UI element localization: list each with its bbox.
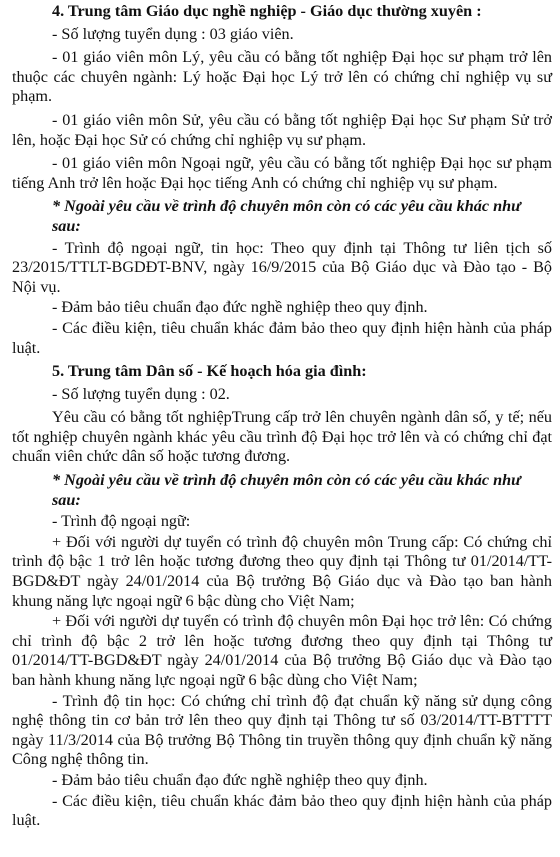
section-4-other-requirements-heading: * Ngoài yêu cầu về trình độ chuyên môn còn có các yêu cầu khác như sau: [52, 197, 521, 235]
section-4-req-ethics: - Đảm bảo tiêu chuẩn đạo đức nghề nghiệp theo quy định. [52, 298, 428, 317]
section-5-quota: - Số lượng tuyển dụng : 02. [52, 384, 230, 403]
section-5-other-requirements-heading: * Ngoài yêu cầu về trình độ chuyên môn còn có các yêu cầu khác như sau: [52, 471, 521, 509]
section-5-req-other: - Các điều kiện, tiêu chuẩn khác đảm bảo theo quy định hiện hành của pháp luật. [12, 791, 552, 830]
section-5-req-ethics: - Đảm bảo tiêu chuẩn đạo đức nghề nghiệp theo quy định. [52, 770, 428, 789]
section-5-requirement: Yêu cầu có bằng tốt nghiệpTrung cấp trở lên chuyên ngành dân số, y tế; nếu tốt nghiệp chuyên ngành khác yêu cầu trình độ Đại học trở lên và có chứng chỉ đạt chuẩn viên chức dân số hoặc tương đương. [12, 408, 552, 466]
section-5-req-language-label: - Trình độ ngoại ngữ: [52, 512, 191, 531]
section-4-quota: - Số lượng tuyển dụng : 03 giáo viên. [52, 24, 294, 43]
section-4-req-language-it: - Trình độ ngoại ngữ, tin học: Theo quy định tại Thông tư liên tịch số 23/2015/TTLT-BGDĐT-BNV, ngày 16/9/2015 của Bộ Giáo dục và Đào tạo - Bộ Nội vụ. [12, 238, 552, 296]
section-5-req-language-intermediate: + Đối với người dự tuyển có trình độ chuyên môn Trung cấp: Có chứng chỉ trình độ bậc 1 trở lên hoặc tương đương theo quy định tại Thông tư 01/2014/TT-BGD&ĐT ngày 24/01/2014 của Bộ trưởng Bộ Giáo dục và Đào tạo ban hành khung năng lực ngoại ngữ 6 bậc dùng cho Việt Nam; [12, 532, 552, 610]
section-5-req-it: - Trình độ tin học: Có chứng chỉ trình độ đạt chuẩn kỹ năng sử dụng công nghệ thông tin cơ bản trở lên theo quy định tại Thông tư số 03/2014/TT-BTTTT ngày 11/3/2014 của Bộ trưởng Bộ Thông tin truyền thông quy định chuẩn kỹ năng Công nghệ thông tin. [12, 691, 552, 769]
section-4-teacher-history: - 01 giáo viên môn Sử, yêu cầu có bằng tốt nghiệp Đại học Sư phạm Sử trở lên, hoặc Đại học Sử có chứng chỉ nghiệp vụ sư phạm. [12, 110, 552, 149]
section-4-req-other: - Các điều kiện, tiêu chuẩn khác đảm bảo theo quy định hiện hành của pháp luật. [12, 318, 552, 357]
section-4-heading: 4. Trung tâm Giáo dục nghề nghiệp - Giáo dục thường xuyên : [52, 2, 482, 20]
section-4-teacher-language: - 01 giáo viên môn Ngoại ngữ, yêu cầu có bằng tốt nghiệp Đại học sư phạm tiếng Anh trở lên hoặc Đại học tiếng Anh có chứng chỉ nghiệp vụ sư phạm. [12, 154, 552, 192]
section-5-req-language-university: + Đối với người dự tuyển có trình độ chuyên môn Đại học trở lên: Có chứng chỉ trình độ bậc 2 trở lên hoặc tương đương theo quy định tại Thông tư 01/2014/TT-BGD&ĐT ngày 24/01/2014 của Bộ trưởng Bộ Giáo dục và Đào tạo ban hành khung năng lực ngoại ngữ 6 bậc dùng cho Việt Nam; [12, 612, 552, 689]
section-5-heading: 5. Trung tâm Dân số - Kế hoạch hóa gia đình: [52, 362, 367, 381]
section-4-teacher-physics: - 01 giáo viên môn Lý, yêu cầu có bằng tốt nghiệp Đại học sư phạm trở lên thuộc các chuyên ngành: Lý hoặc Đại học Lý trở lên có chứng chỉ nghiệp vụ sư phạm. [12, 48, 552, 106]
